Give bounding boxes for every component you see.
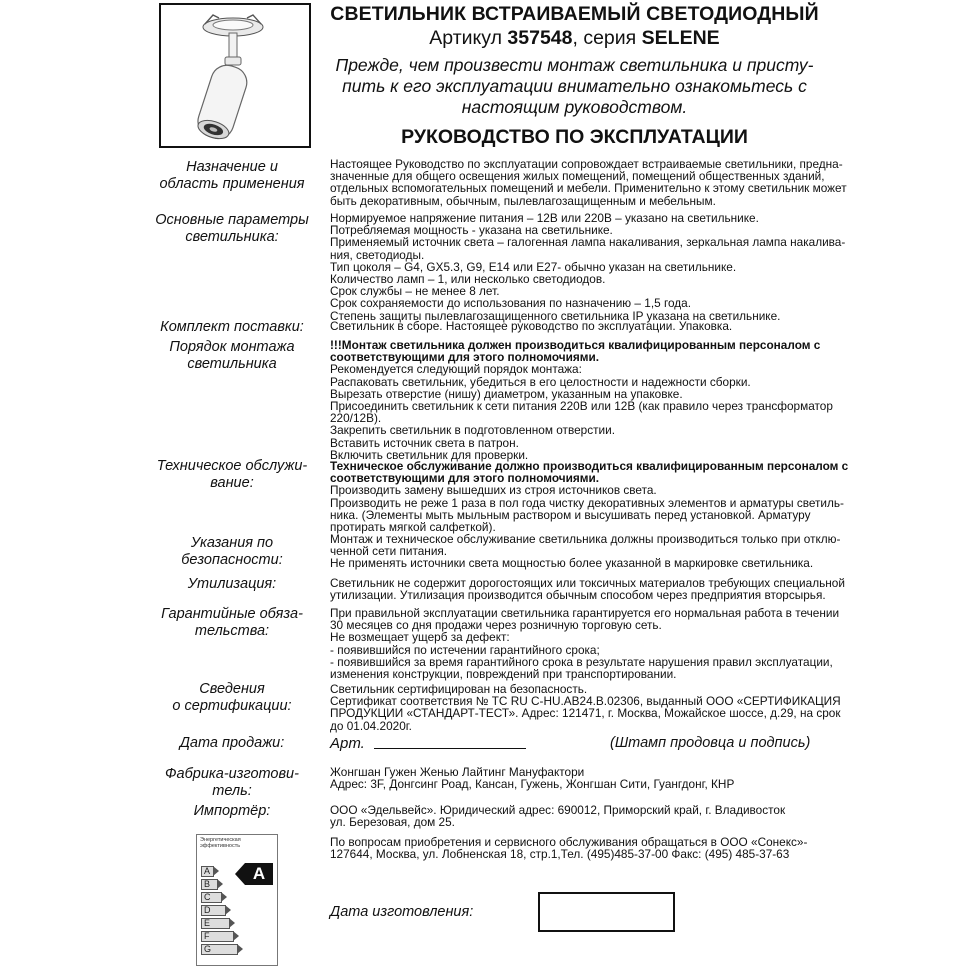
text-line: Степень защиты пылевлагозащищенного светильника IP указана на светильнике. bbox=[330, 308, 781, 323]
text-line: Настоящее Руководство по эксплуатации сопровождает встраиваемые светильники, предна- bbox=[330, 157, 843, 171]
text-line: Вырезать отверстие (нишу) диаметром, указанным на упаковке. bbox=[330, 386, 683, 401]
spotlight-illustration bbox=[161, 5, 309, 146]
disposal-label bbox=[152, 576, 312, 593]
label-line: светильника: bbox=[185, 229, 279, 245]
warning-line: !!!Монтаж светильника должен производиться квалифицированным персоналом с bbox=[330, 338, 821, 352]
text-line: 127644, Москва, ул. Лобненская 18, стр.1,Тел. (495)485-37-00 Факс: (495) 485-37-63 bbox=[330, 847, 790, 862]
text-line: быть декоративным, обычным, пылевлагозащищенным и мебельным. bbox=[330, 193, 716, 208]
energy-class-bar: E bbox=[201, 918, 230, 929]
warranty-text bbox=[330, 606, 840, 682]
article-line bbox=[322, 27, 827, 50]
energy-class-bar: D bbox=[201, 905, 226, 916]
label-line: Порядок монтажа bbox=[169, 339, 295, 355]
mounting-text bbox=[330, 338, 833, 462]
article-prefix: Артикул bbox=[429, 27, 508, 49]
label-line: Утилизация: bbox=[187, 576, 277, 592]
manufacturer-label bbox=[152, 766, 312, 800]
label-line: светильника bbox=[187, 356, 277, 372]
text-line: Светильник не содержит дорогостоящих или токсичных материалов требующих специальной bbox=[330, 576, 845, 590]
text-line: ООО «Эдельвейс». Юридический адрес: 690012, Приморский край, г. Владивосток bbox=[330, 803, 786, 817]
text-line: Адрес: 3F, Донгсинг Роад, Кансан, Гужень, Жонгшан Сити, Гуангдонг, КНР bbox=[330, 777, 735, 792]
maintenance-text bbox=[330, 459, 849, 535]
warning-line: соответствующими для этого полномочиями. bbox=[330, 471, 599, 486]
energy-class-bar: F bbox=[201, 931, 234, 942]
label-line: тель: bbox=[212, 783, 252, 799]
energy-class-bar: C bbox=[201, 892, 222, 903]
text-line: ния, светодиоды. bbox=[330, 247, 425, 262]
label-line: Указания по bbox=[190, 535, 274, 551]
safety-text bbox=[330, 532, 841, 571]
text-line: Производить замену вышедших из строя источников света. bbox=[330, 483, 657, 498]
text-line: ченной сети питания. bbox=[330, 544, 448, 559]
purpose-text bbox=[330, 157, 847, 208]
text-line: до 01.04.2020г. bbox=[330, 718, 412, 733]
text-line: Тип цоколя – G4, GX5.3, G9, E14 или E27- обычно указан на светильнике. bbox=[330, 259, 737, 274]
label-line: Основные параметры bbox=[155, 212, 309, 228]
text-line: утилизации. Утилизация производится обычным способом через предприятия вторсырья. bbox=[330, 588, 826, 603]
sale-article-label: Арт. bbox=[330, 735, 365, 752]
text-line: изменения конструкции, повреждений при транспортировании. bbox=[330, 667, 677, 682]
text-line: ул. Березовая, дом 25. bbox=[330, 815, 455, 830]
article-number: 357548 bbox=[507, 27, 573, 49]
text-line: Количество ламп – 1, или несколько светодиодов. bbox=[330, 272, 606, 287]
text-line: Монтаж и техническое обслуживание светильника должны производиться только при отклю- bbox=[330, 532, 841, 546]
label-line: тельства: bbox=[194, 623, 270, 639]
energy-class-bar: B bbox=[201, 879, 218, 890]
energy-grade-badge: A bbox=[245, 863, 273, 885]
text-line: ника. (Элементы мыть мыльным раствором и высушивать перед установкой. Арматуру bbox=[330, 507, 811, 522]
params-label bbox=[152, 212, 312, 246]
text-line: Светильник сертифицирован на безопасность. bbox=[330, 682, 588, 696]
intro-line: Прежде, чем произвести монтаж светильника и присту- bbox=[335, 55, 814, 75]
text-line: Нормируемое напряжение питания – 12В или 220В – указано на светильнике. bbox=[330, 211, 759, 225]
energy-class-bar: G bbox=[201, 944, 238, 955]
text-line: При правильной эксплуатации светильника гарантируется его нормальная работа в течении bbox=[330, 606, 840, 620]
text-line: Светильник в сборе. Настоящее руководство по эксплуатации. Упаковка. bbox=[330, 319, 733, 333]
label-line: о сертификации: bbox=[172, 698, 292, 714]
warning-line: соответствующими для этого полномочиями. bbox=[330, 350, 599, 365]
kit-label bbox=[152, 319, 312, 336]
safety-label bbox=[152, 535, 312, 569]
text-line: Закрепить светильник в подготовленном отверстии. bbox=[330, 423, 615, 438]
energy-efficiency-label bbox=[196, 834, 278, 966]
series-prefix: , серия bbox=[572, 27, 642, 49]
product-title: СВЕТИЛЬНИК ВСТРАИВАЕМЫЙ СВЕТОДИОДНЫЙ bbox=[330, 3, 819, 25]
energy-class-bar: A bbox=[201, 866, 214, 877]
label-line: Импортёр: bbox=[193, 803, 271, 819]
series-name: SELENE bbox=[641, 27, 720, 49]
text-line: Жонгшан Гужен Женью Лайтинг Мануфактори bbox=[330, 765, 585, 779]
certification-label bbox=[152, 681, 312, 715]
intro-line: пить к его эксплуатации внимательно ознакомьтесь с bbox=[342, 76, 807, 96]
energy-caption: Энергетическая эффективность bbox=[200, 837, 241, 849]
sale-date-line bbox=[374, 748, 526, 749]
text-line: По вопросам приобретения и сервисного обслуживания обращаться в ООО «Сонекс»- bbox=[330, 835, 808, 849]
text-line: Присоединить светильник к сети питания 220В или 12В (как правило через трансформатор bbox=[330, 399, 833, 414]
text-line: Не возмещает ущерб за дефект: bbox=[330, 630, 510, 645]
purpose-label bbox=[152, 159, 312, 193]
manufacture-date-box bbox=[538, 892, 675, 932]
text-line: Сертификат соответствия № ТС RU C-HU.АВ24.В.02306, выданный ООО «СЕРТИФИКАЦИЯ bbox=[330, 694, 841, 709]
service-text bbox=[330, 836, 825, 860]
label-line: Гарантийные обяза- bbox=[161, 606, 303, 622]
text-line: Потребляемая мощность - указана на светильнике. bbox=[330, 223, 613, 238]
text-line: Срок службы – не менее 8 лет. bbox=[330, 284, 500, 299]
text-line: 30 месяцев со дня продажи через розничную торговую сеть. bbox=[330, 618, 662, 633]
text-line: - появившийся по истечении гарантийного срока; bbox=[330, 642, 600, 657]
label-line: Дата продажи: bbox=[179, 735, 285, 751]
warning-line: Техническое обслуживание должно производиться квалифицированным персоналом с bbox=[330, 459, 849, 473]
warranty-label bbox=[152, 606, 312, 640]
certification-text bbox=[330, 682, 841, 733]
text-line: Вставить источник света в патрон. bbox=[330, 435, 519, 450]
text-line: значенные для общего освещения жилых помещений, помещений общественных зданий, bbox=[330, 169, 825, 184]
label-line: Назначение и bbox=[186, 159, 278, 175]
text-line: отдельных вспомогательных помещений и мебели. Применительно к этому светильник может bbox=[330, 181, 847, 196]
manual-title: РУКОВОДСТВО ПО ЭКСПЛУАТАЦИИ bbox=[401, 126, 748, 148]
text-line: Рекомендуется следующий порядок монтажа: bbox=[330, 362, 582, 377]
label-line: область применения bbox=[159, 176, 305, 192]
disposal-text bbox=[330, 576, 845, 603]
kit-text bbox=[330, 320, 825, 332]
label-line: Комплект поставки: bbox=[160, 319, 304, 335]
text-line: - появившийся за время гарантийного срока в результате нарушения правил эксплуатации, bbox=[330, 654, 833, 669]
importer-text bbox=[330, 804, 825, 828]
text-line: 220/12В). bbox=[330, 411, 382, 426]
text-line: ПРОДУКЦИИ «СТАНДАРТ-ТЕСТ». Адрес: 121471, г. Москва, Можайское шоссе, д.29, на срок bbox=[330, 706, 841, 721]
intro-line: настоящим руководством. bbox=[461, 97, 688, 117]
product-photo bbox=[159, 3, 311, 148]
mounting-label bbox=[152, 339, 312, 373]
label-line: Техническое обслужи- bbox=[156, 458, 308, 474]
text-line: Распаковать светильник, убедиться в его целостности и надежности сборки. bbox=[330, 374, 751, 389]
text-line: Производить не реже 1 раза в пол года чистку декоративных элементов и арматуры светиль- bbox=[330, 495, 844, 510]
params-text bbox=[330, 211, 846, 323]
text-line: Включить светильник для проверки. bbox=[330, 447, 529, 462]
text-line: Применяемый источник света – галогенная лампа накаливания, зеркальная лампа накалива- bbox=[330, 235, 846, 250]
label-line: Сведения bbox=[199, 681, 265, 697]
label-line: вание: bbox=[210, 475, 254, 491]
intro-note bbox=[322, 55, 827, 118]
text-line: Не применять источники света мощностью более указанной в маркировке светильника. bbox=[330, 556, 814, 571]
manufacturer-text bbox=[330, 766, 825, 790]
text-line: протирать мягкой салфеткой). bbox=[330, 520, 496, 535]
maintenance-label bbox=[152, 458, 312, 492]
sale-date-label bbox=[152, 735, 312, 752]
seller-stamp-label: (Штамп продовца и подпись) bbox=[610, 735, 811, 751]
text-line: Срок сохраняемости до использования по назначению – 1,5 года. bbox=[330, 296, 692, 311]
manufacture-date-label: Дата изготовления: bbox=[330, 904, 474, 920]
importer-label bbox=[152, 803, 312, 820]
label-line: Фабрика-изготови- bbox=[165, 766, 299, 782]
label-line: безопасности: bbox=[181, 552, 283, 568]
